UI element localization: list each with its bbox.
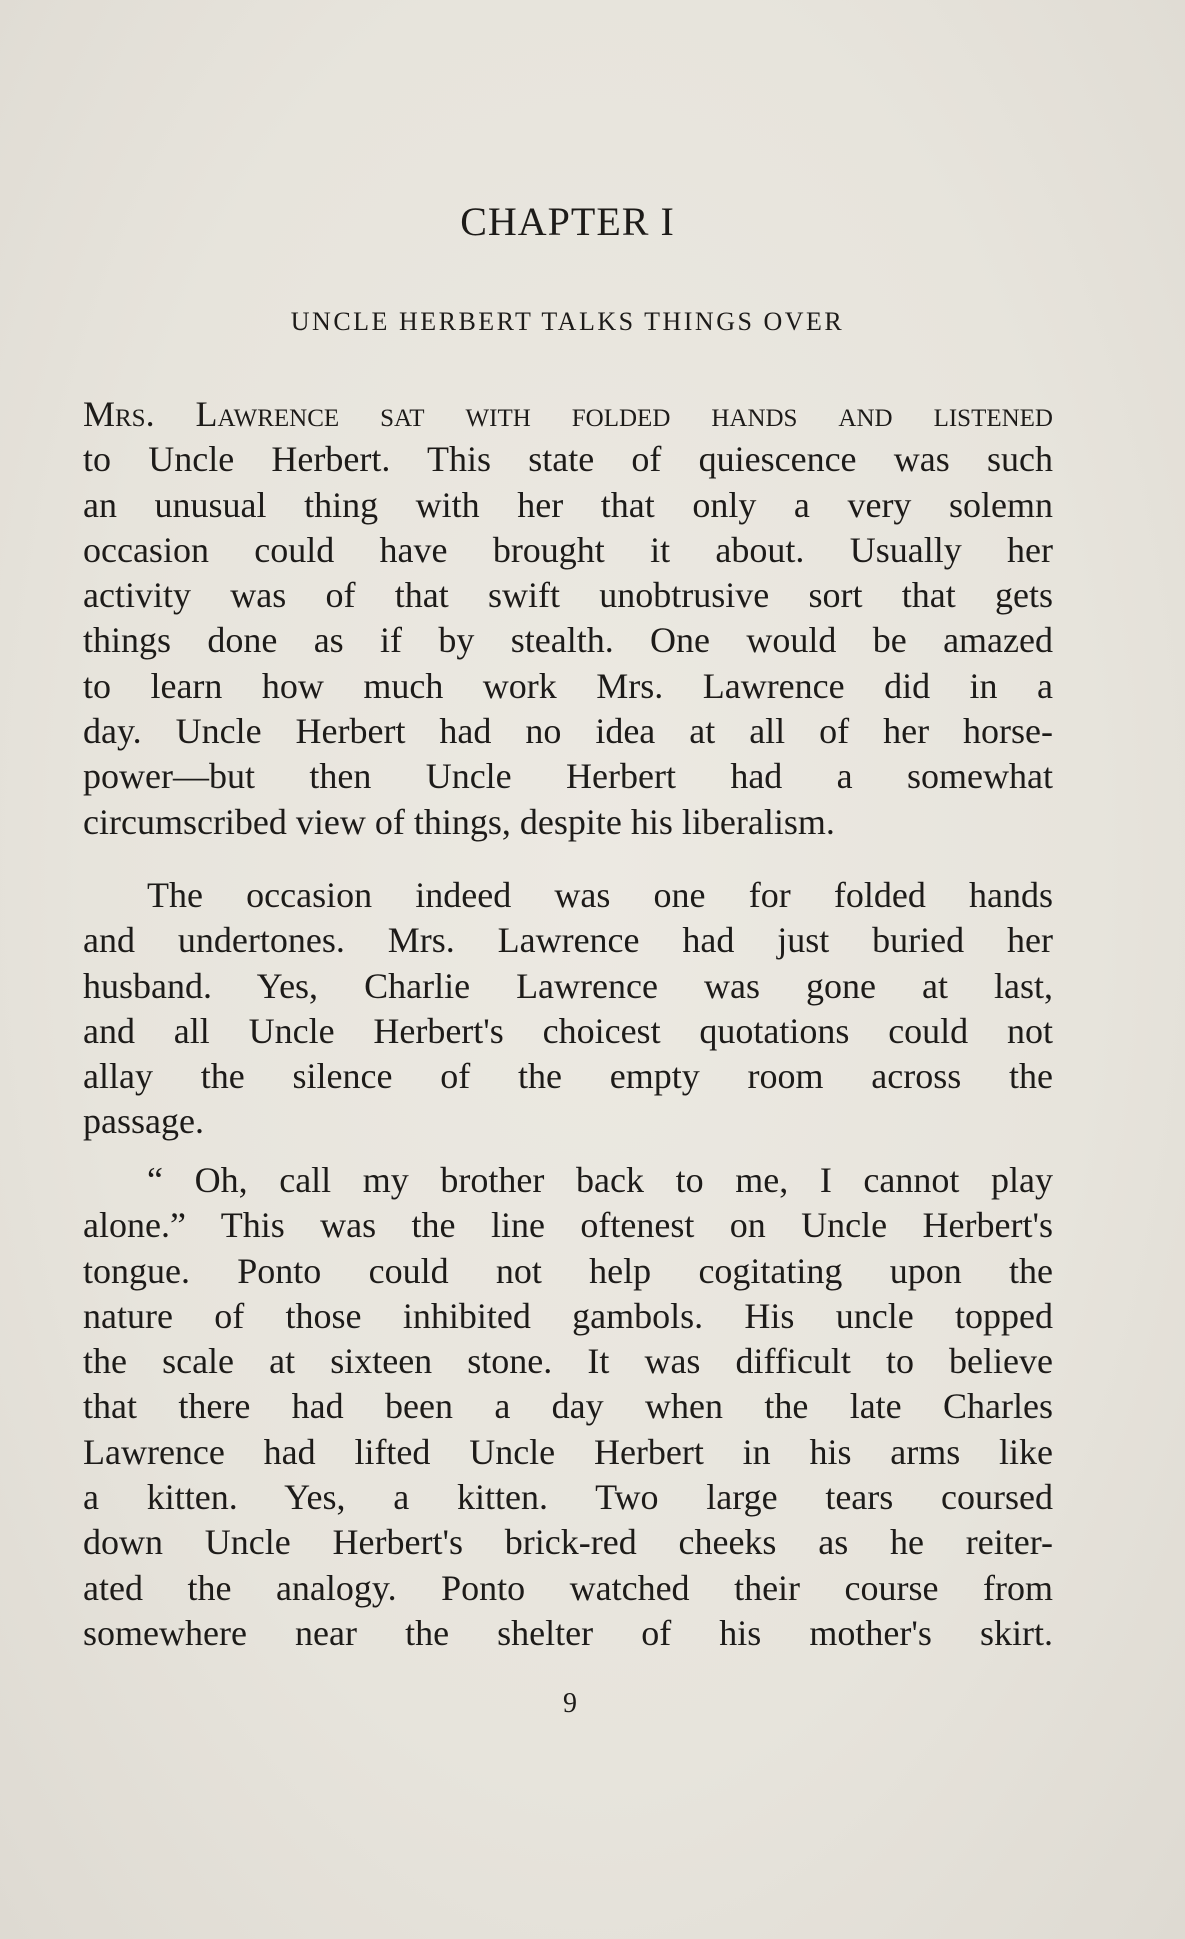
text-line: a kitten. Yes, a kitten. Two large tears coursed xyxy=(83,1477,1053,1518)
paragraph-1 xyxy=(83,392,1053,845)
text-line-content: Mrs. Lawrence sat with folded hands and listened xyxy=(83,394,1053,434)
text-line xyxy=(83,392,1053,437)
text-line: passage. xyxy=(83,1101,204,1142)
text-line: nature of those inhibited gambols. His uncle topped xyxy=(83,1295,1053,1336)
text-line: that there had been a day when the late Charles xyxy=(83,1386,1053,1427)
text-line: tongue. Ponto could not help cogitating upon the xyxy=(83,1250,1053,1291)
text-line: The occasion indeed was one for folded hands xyxy=(147,875,1053,915)
text-line: activity was of that swift unobtrusive sort that gets xyxy=(83,575,1053,616)
text-line: power—but then Uncle Herbert had a somewhat xyxy=(83,756,1053,797)
text-line: down Uncle Herbert's brick-red cheeks as he reiter- xyxy=(83,1522,1053,1563)
page-number: 9 xyxy=(563,1688,577,1719)
text-line: ated the analogy. Ponto watched their course from xyxy=(83,1567,1053,1608)
text-line: circumscribed view of things, despite his liberalism. xyxy=(83,801,835,842)
text-line: and undertones. Mrs. Lawrence had just buried her xyxy=(83,920,1053,961)
text-line: to learn how much work Mrs. Lawrence did in a xyxy=(83,665,1053,706)
chapter-subtitle: UNCLE HERBERT TALKS THINGS OVER xyxy=(290,307,845,336)
text-line: allay the silence of the empty room across the xyxy=(83,1056,1053,1097)
paragraph-2 xyxy=(83,873,1053,1145)
text-line: an unusual thing with her that only a very solemn xyxy=(83,484,1053,525)
text-line: occasion could have brought it about. Usually her xyxy=(83,529,1053,570)
text-line: things done as if by stealth. One would be amazed xyxy=(83,620,1053,661)
text-line: somewhere near the shelter of his mother's skirt. xyxy=(83,1612,1053,1653)
text-line: the scale at sixteen stone. It was difficult to believe xyxy=(83,1341,1053,1382)
text-line: husband. Yes, Charlie Lawrence was gone at last, xyxy=(83,965,1053,1006)
text-line: and all Uncle Herbert's choicest quotations could not xyxy=(83,1010,1053,1051)
text-line: alone.” This was the line oftenest on Uncle Herbert's xyxy=(83,1205,1053,1246)
paragraph-3 xyxy=(83,1158,1053,1656)
chapter-title: CHAPTER I xyxy=(460,199,675,244)
text-line: “ Oh, call my brother back to me, I cannot play xyxy=(147,1160,1053,1200)
text-line: to Uncle Herbert. This state of quiescence was such xyxy=(83,439,1053,480)
text-line: day. Uncle Herbert had no idea at all of her horse- xyxy=(83,711,1053,752)
text-line: Lawrence had lifted Uncle Herbert in his arms like xyxy=(83,1431,1053,1472)
